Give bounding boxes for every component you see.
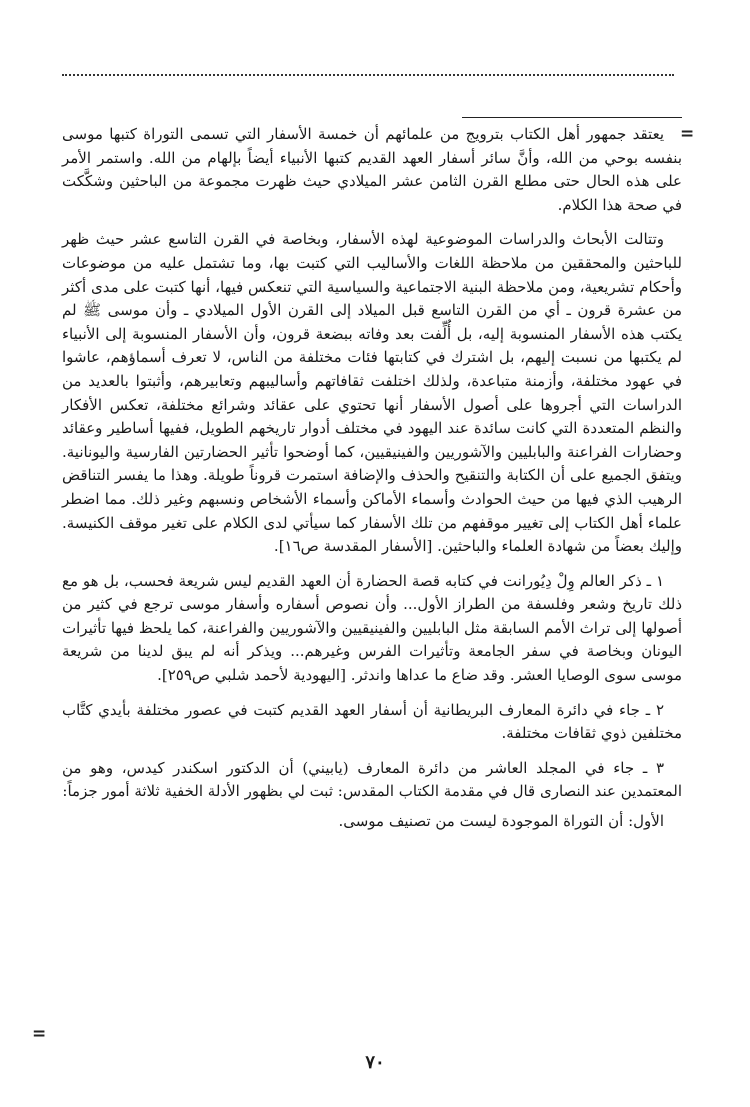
page-number: ٧٠ xyxy=(365,1052,385,1073)
paragraph-intro: يعتقد جمهور أهل الكتاب بترويج من علمائهم أن خمسة الأسفار التي تسمى التوراة كتبها موسى بنفسه بوحي من الله، وأنَّ سائر أسفار العهد القديم كتبها الأنبياء أيضاً بإلهام من الله. واستمر الأمر على هذه الحال حتى مطلع القرن الثامن عشر الميلادي حيث ظهرت مجموعة من الباحثين وشكَّكت في صحة هذا الكلام. xyxy=(62,125,682,214)
dotted-separator xyxy=(62,74,674,76)
paragraph-kedes: ٣ ـ جاء في المجلد العاشر من دائرة المعارف (يابيني) أن الدكتور اسكندر كيدس، وهو من المعتمدين عند النصارى قال في مقدمة الكتاب المقدس: ثبت لي بظهور الأدلة الخفية ثلاثة أمور جزماً: xyxy=(62,758,682,801)
continuation-mark-top: = xyxy=(680,124,695,144)
paragraph-research: وتتالت الأبحاث والدراسات الموضوعية لهذه الأسفار، وبخاصة في القرن التاسع عشر حيث ظهر للباحثين والمحققين من ملاحظة اللغات والأساليب التي كتبت بها، وما تشتمل عليه من موضوعات وأحكام تشريعية، ومن ملاحظة البنية الاجتماعية والسياسية التي تنعكس فيها، أنها كتبت على مدى أكثر من عشرة قرون ـ أي من القرن التاسع قبل الميلاد إلى القرن الأول الميلادي ـ وأن موسى ﷺ لم يكتب هذه الأسفار المنسوبة إليه، بل أُلِّفت بعد وفاته ببضعة قرون، وأن الأسفار المنسوبة إلى الأنبياء لم يكتبها من نسبت إليهم، بل اشترك في كتابتها فئات مختلفة من الناس، لا تعرف أسماؤهم، عاشوا في عهود مختلفة، وأزمنة متباعدة، ولذلك اختلفت ثقافاتهم وأساليبهم وتعابيرهم، وأثبتوا بالعديد من الدراسات التي أجروها على أصول الأسفار أنها تحتوي على عقائد وشرائع مختلفة، تعكس الأفكار والنظم المتعددة التي كانت سائدة عند اليهود في مختلف أدوار تاريخهم الطويل، ففيها أساطير وعقائد وحضارات الفراعنة والبابليين والآشوريين والفينيقيين، كما أوضحوا تأثير الحضارتين الفارسية واليونانية. ويتفق الجميع على أن الكتابة والتنقيح والحذف والإضافة استمرت قروناً طويلة. وهذا ما يفسر التناقض الرهيب الذي فيها من حيث الحوادث وأسماء الأماكن وأسماء الأشخاص ونسبهم وغير ذلك. مما اضطر علماء أهل الكتاب إلى تغيير موقفهم من تلك الأسفار كما سيأتي لدى الكلام على تغير موقف الكنيسة. وإليك بعضاً من شهادة العلماء والباحثين. [الأسفار المقدسة ص١٦]. xyxy=(62,230,682,556)
continuation-mark-bottom: = xyxy=(32,1024,47,1044)
paragraph-first-point: الأول: أن التوراة الموجودة ليست من تصنيف موسى. xyxy=(338,812,664,831)
body-text xyxy=(62,123,682,840)
paragraph-britannica: ٢ ـ جاء في دائرة المعارف البريطانية أن أسفار العهد القديم كتبت في عصور مختلفة بأيدي كتَّاب مختلفين ذوي ثقافات مختلفة. xyxy=(62,700,682,743)
footnote-rule xyxy=(462,117,682,118)
paragraph-durant: ١ ـ ذكر العالم وِلْ دِيُورانت في كتابه قصة الحضارة أن العهد القديم ليس شريعة فحسب، بل هو مع ذلك تاريخ وشعر وفلسفة من الطراز الأول... وأن نصوص أسفاره وأسفار موسى ترجع في كثير من أصولها إلى تراث الأمم السابقة مثل البابليين والفينيقيين والآشوريين والفراعنة، كما يلحظ فيها تأثيرات اليونان وبخاصة في سفر الجامعة وتأثيرات الفرس وغيرهم... ويذكر أنه لم يبق لدينا من شريعة موسى سوى الوصايا العشر. وقد ضاع ما عداها واندثر. [اليهودية لأحمد شلبي ص٢٥٩]. xyxy=(62,571,682,685)
